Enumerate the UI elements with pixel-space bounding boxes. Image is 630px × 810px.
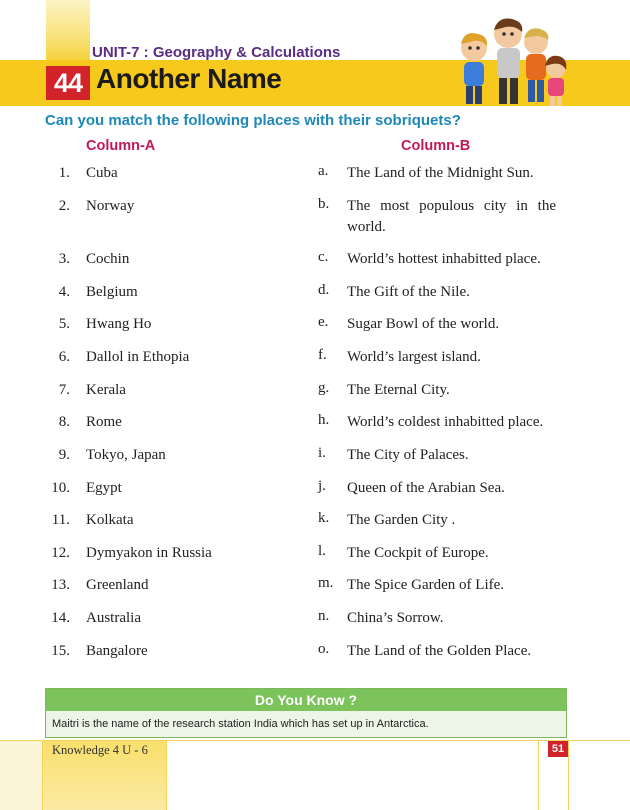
sobriquet: The most populous city in the world. [347,198,556,235]
item-letter: e. [318,314,329,330]
column-a-item [40,382,300,399]
do-you-know-text: Maitri is the name of the research station India which has set up in Antarctica. [46,711,566,737]
column-b-item [318,163,568,184]
column-b-item [318,510,568,531]
place-name: Norway [86,198,135,214]
footer-left-strip [0,741,42,810]
item-letter: c. [318,249,329,265]
column-a-item [40,512,300,529]
column-b-item [318,282,568,303]
sobriquet: China’s Sorrow. [347,610,444,626]
sobriquet: The Land of the Midnight Sun. [347,165,534,181]
column-a-item [40,414,300,431]
column-a-item [40,545,300,562]
sobriquet: The Gift of the Nile. [347,284,470,300]
place-name: Kolkata [86,512,134,528]
place-name: Kerala [86,382,126,398]
item-letter: h. [318,412,330,428]
column-a-item [40,577,300,594]
item-number: 11. [51,512,70,528]
footer-divider-line [538,741,539,810]
column-a-item [40,284,300,301]
place-name: Cochin [86,251,130,267]
sobriquet: World’s coldest inhabitted place. [347,414,544,430]
column-b-item [318,543,568,564]
place-name: Rome [86,414,122,430]
sobriquet: Sugar Bowl of the world. [347,316,500,332]
column-a-item [40,165,300,182]
footer-divider-line [166,741,167,810]
place-name: Egypt [86,480,122,496]
column-a-item [40,643,300,660]
item-letter: d. [318,282,330,298]
item-number: 14. [51,610,70,626]
column-b-item [318,196,568,238]
column-b-item [318,575,568,596]
column-a-item [40,349,300,366]
sobriquet: World’s largest island. [347,349,481,365]
item-number: 13. [51,577,70,593]
item-number: 8. [58,414,70,430]
do-you-know-title: Do You Know ? [46,689,566,711]
unit-label: UNIT-7 : Geography & Calculations [92,44,341,61]
column-b-item [318,249,568,270]
book-title: Knowledge 4 U - 6 [52,743,148,757]
column-b-item [318,478,568,499]
column-b-item [318,380,568,401]
chapter-number: 44 [46,66,90,100]
item-number: 10. [51,480,70,496]
item-number: 4. [58,284,70,300]
item-number: 12. [51,545,70,561]
item-number: 2. [58,198,70,214]
column-a-item [40,316,300,333]
item-letter: o. [318,641,330,657]
column-a-item [40,480,300,497]
sobriquet: The Garden City . [347,512,456,528]
sobriquet: The Eternal City. [347,382,450,398]
do-you-know-box [45,688,567,738]
footer-divider-line [568,741,569,810]
sobriquet: The Spice Garden of Life. [347,577,505,593]
item-letter: l. [318,543,326,559]
item-number: 9. [58,447,70,463]
column-b-item [318,608,568,629]
question-heading: Can you match the following places with their sobriquets? [45,112,461,129]
column-a-item [40,447,300,464]
item-number: 1. [58,165,70,181]
place-name: Cuba [86,165,118,181]
footer [0,741,630,810]
column-a-item [40,251,300,268]
place-name: Hwang Ho [86,316,152,332]
sobriquet: Queen of the Arabian Sea. [347,480,505,496]
footer-divider-line [42,741,43,810]
item-letter: m. [318,575,334,591]
sobriquet: The Cockpit of Europe. [347,545,489,561]
place-name: Australia [86,610,141,626]
item-number: 5. [58,316,70,332]
column-a-item [40,610,300,627]
place-name: Bangalore [86,643,148,659]
item-number: 15. [51,643,70,659]
place-name: Dymyakon in Russia [86,545,212,561]
column-b-item [318,314,568,335]
page-title: Another Name [96,63,282,94]
item-number: 6. [58,349,70,365]
item-letter: j. [318,478,326,494]
item-letter: a. [318,163,329,179]
column-b-item [318,347,568,368]
column-b-heading: Column-B [401,138,471,154]
item-letter: i. [318,445,326,461]
place-name: Belgium [86,284,138,300]
item-letter: g. [318,380,330,396]
column-b-item [318,641,568,662]
kids-illustration-icon [452,10,570,108]
item-letter: f. [318,347,327,363]
item-letter: n. [318,608,330,624]
sobriquet: The City of Palaces. [347,447,469,463]
header-side-block [46,0,90,62]
column-a-heading: Column-A [86,138,156,154]
sobriquet: World’s hottest inhabitted place. [347,251,541,267]
item-number: 3. [58,251,70,267]
item-number: 7. [58,382,70,398]
item-letter: k. [318,510,330,526]
place-name: Dallol in Ethopia [86,349,190,365]
place-name: Tokyo, Japan [86,447,166,463]
item-letter: b. [318,196,330,212]
column-b-item [318,445,568,466]
place-name: Greenland [86,577,149,593]
sobriquet: The Land of the Golden Place. [347,643,532,659]
column-a-item [40,198,300,215]
page-number: 51 [548,741,568,757]
column-b-item [318,412,568,433]
